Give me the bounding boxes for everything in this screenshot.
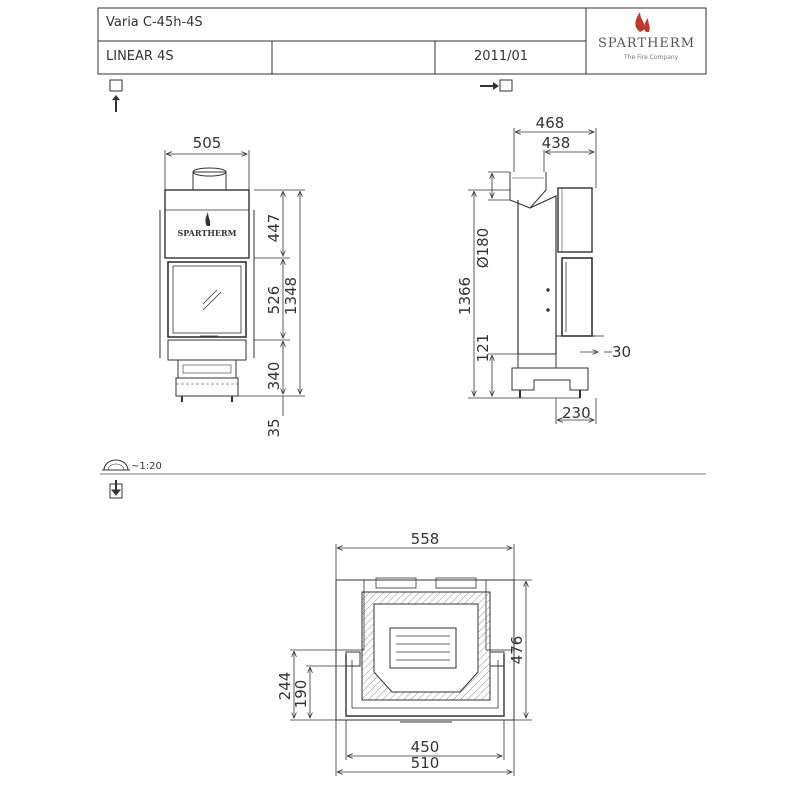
brand-tagline: The Fire Company [624, 54, 679, 61]
plan-view-symbol [110, 480, 122, 498]
plan-view [336, 578, 514, 722]
front-total-height-label: 1348 [282, 276, 300, 316]
front-width-dimension [165, 150, 249, 190]
plan-left-outer-label: 244 [276, 671, 294, 701]
front-badge: SPARTHERM [177, 228, 237, 238]
drawing-date: 2011/01 [474, 49, 529, 64]
front-width-label: 505 [192, 134, 222, 152]
stand-height-label: 340 [265, 361, 283, 391]
plan-width-top-label: 558 [410, 530, 440, 548]
side-ledge-label: 30 [612, 343, 632, 361]
foot-height-label: 35 [265, 418, 283, 438]
side-view-symbol [480, 80, 512, 91]
front-view [160, 168, 254, 402]
scale-label: ~1:20 [131, 461, 162, 472]
plan-width-inner-label: 450 [410, 738, 440, 756]
scale-icon [102, 460, 130, 470]
side-base-height-label: 121 [474, 333, 492, 363]
hood-height-label: 447 [265, 213, 283, 243]
model-name: Varia C-45h-4S [106, 15, 203, 30]
flue-diameter-label: Ø180 [474, 227, 492, 269]
plan-width-bottom-label: 510 [410, 754, 440, 772]
brand-logo-text: SPARTHERM [598, 36, 696, 51]
side-depth-outer-label: 468 [535, 114, 565, 132]
side-total-height-label: 1366 [456, 276, 474, 316]
plan-depth-label: 476 [508, 635, 526, 665]
series-name: LINEAR 4S [106, 49, 174, 64]
side-foot-depth-label: 230 [562, 404, 591, 422]
flame-icon [205, 212, 210, 226]
side-depth-inner-label: 438 [541, 134, 571, 152]
side-view [510, 172, 596, 398]
window-height-label: 526 [265, 285, 283, 315]
plan-left-inner-label: 190 [292, 679, 310, 709]
front-view-symbol [110, 80, 122, 112]
